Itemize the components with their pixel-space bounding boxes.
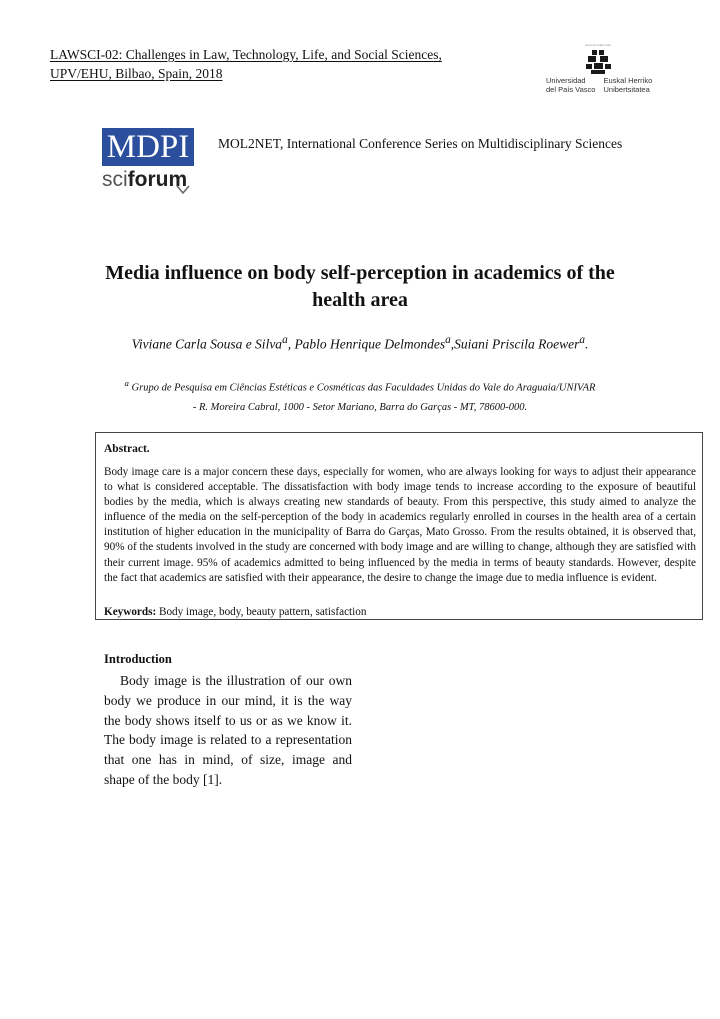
uni-col1-line1: Universidad <box>546 76 586 85</box>
sciforum-logo <box>102 168 187 192</box>
affiliation-sup: a <box>124 378 129 388</box>
author-sup: a <box>579 334 586 346</box>
mdpi-logo: MDPI <box>102 128 194 166</box>
abstract-body: Body image care is a major concern these days, especially for women, who are always looking for ways to adjust their appearance to what is considered acceptable. The dissatisfaction with body image tends to increase according to the exposure of beautiful bodies by the media, which is always creating new standards of beauty. From this perspective, this study aimed to analyze the influence of the media on the self-perception of the body in academics regularly enrolled in courses in the health area of a certain institution of higher education in the municipality of Barra do Garças, Mato Grosso. From the results obtained, it is observed that, 90% of the students involved in the study are concerned with body image and are willing to change, although they are satisfied with their current image. 95% of academics admitted to being influenced by the media in terms of beauty standards. However, despite the fact that academics are satisfied with their appearance, the desire to change the image due to media influence is evident. <box>104 466 696 584</box>
svg-text:eman ta zabal zazu: eman ta zabal zazu <box>584 43 612 47</box>
uni-col2-line2: Unibertsitatea <box>603 85 650 94</box>
keywords-text: Body image, body, beauty pattern, satisfaction <box>156 606 367 618</box>
sciforum-forum: forum <box>127 168 188 191</box>
university-logo <box>544 42 654 108</box>
affiliation-line-1 <box>60 378 660 394</box>
paper-title: Media influence on body self-perception in academics of the health area <box>105 262 615 311</box>
sciforum-hook-icon <box>176 185 190 195</box>
keywords-label: Keywords: <box>104 606 157 618</box>
conference-line-1: LAWSCI-02: Challenges in Law, Technology, Life, and Social Sciences, <box>50 47 442 62</box>
university-logo-text <box>546 76 652 94</box>
author-sup: a <box>282 334 288 346</box>
abstract-heading: Abstract. <box>104 443 150 455</box>
affiliation-text: Grupo de Pesquisa em Ciências Estéticas e Cosméticas das Faculdades Unidas do Vale do Araguaia/UNIVAR <box>128 382 596 394</box>
conference-header <box>50 45 442 83</box>
sciforum-sci: sci <box>102 168 128 191</box>
author-name: Suiani Priscila Roewer <box>454 336 580 352</box>
author-sup: a <box>445 334 451 346</box>
author-list <box>60 334 660 353</box>
author-sep: , <box>450 336 455 352</box>
conference-line-2: UPV/EHU, Bilbao, Spain, 2018 <box>50 66 223 81</box>
introduction-heading: Introduction <box>104 652 172 666</box>
author-name: Viviane Carla Sousa e Silva <box>131 336 283 352</box>
author-sep: . <box>585 336 589 352</box>
author-sep: , <box>287 336 295 352</box>
affiliation-line-2: - R. Moreira Cabral, 1000 - Setor Mariano, Barra do Garças - MT, 78600-000. <box>192 402 528 413</box>
author-name: Pablo Henrique Delmondes <box>294 336 446 352</box>
keywords <box>104 606 366 618</box>
uni-col2-line1: Euskal Herriko <box>603 76 653 85</box>
series-name: MOL2NET, International Conference Series on Multidisciplinary Sciences <box>218 136 623 151</box>
uni-col1-line2: del País Vasco <box>546 85 596 94</box>
introduction-paragraph: Body image is the illustration of our own body we produce in our mind, it is the way the body shows itself to us or as we know it. The body image is related to a representation that one has in mind, of size, image and shape of the body [1]. <box>104 673 352 787</box>
